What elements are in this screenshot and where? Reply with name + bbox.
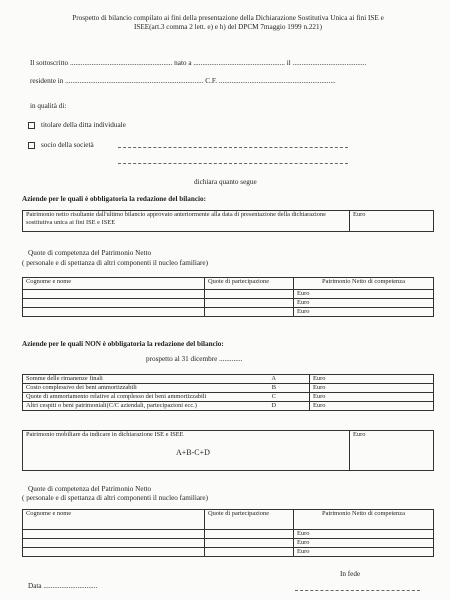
section2-quota-sub: ( personale e di spettanza di altri componenti il nucleo familiare) [22, 494, 209, 502]
patrimonio-mobiliare-euro[interactable]: Euro [350, 431, 434, 471]
patrimonio-netto-box [22, 210, 434, 232]
section1-quota-sub: ( personale e di spettanza di altri componenti il nucleo familiare) [22, 259, 209, 267]
title-line-1: Prospetto di bilancio compilato ai fini della presentazione della Dichiarazione Sostitutiva Unica ai fini ISE e [72, 14, 384, 22]
societa-line-1[interactable] [118, 147, 348, 148]
patrimonio-netto-euro[interactable]: Euro [350, 211, 434, 232]
patrimonio-mobiliare-box [22, 430, 434, 471]
row-label: Quote di ammortamento relative al complesso dei beni ammortizzabili C [23, 393, 310, 402]
header-cognome: Cognome e nome [23, 510, 205, 530]
patrimonio-mobiliare-cell [23, 431, 350, 471]
in-fede: In fede [340, 570, 361, 578]
cf-label: C.F. [205, 77, 218, 85]
prospetto-label: prospetto al 31 dicembre [146, 355, 218, 363]
residente-label: residente in [30, 77, 64, 85]
section1-quota-title: Quote di competenza del Patrimonio Netto [28, 249, 152, 257]
sottoscritto-label: Il sottoscritto [30, 59, 69, 67]
formula: A+B-C+D [176, 448, 210, 457]
section2-quota-title: Quote di competenza del Patrimonio Netto [28, 485, 152, 493]
prospetto-table [22, 374, 434, 411]
row-label: Altri cespiti o beni patrimoniali(C/C aziendali, partecipazioni ecc.) D [23, 402, 310, 411]
section1-heading: Aziende per le quali è obbligatoria la redazione del bilancio: [22, 195, 207, 203]
signature-line[interactable] [295, 590, 420, 591]
data-field[interactable]: .............................. [43, 582, 98, 590]
header-quote: Quote di partecipazione [205, 510, 294, 530]
residente-field[interactable]: ............................................................................. [65, 77, 204, 85]
header-cognome: Cognome e nome [23, 278, 205, 290]
table-row [23, 299, 434, 308]
prospetto-year-field[interactable]: ............. [219, 355, 243, 363]
checkbox-icon[interactable] [28, 142, 35, 149]
qualita-option-1[interactable] [28, 121, 126, 129]
societa-line-2[interactable] [118, 163, 348, 164]
nato-label: nato a [174, 59, 192, 67]
il-field[interactable]: ......................................... [292, 59, 367, 67]
row-label: Somme delle rimanenze finali A [23, 375, 310, 384]
patrimonio-mobiliare-label: Patrimonio mobiliare da indicare in dichiarazione ISE e ISEE [26, 431, 184, 438]
table-row [23, 530, 434, 539]
euro-cell[interactable]: Euro [294, 308, 434, 317]
table-row [23, 393, 434, 402]
cf-field[interactable]: ................................................................. [218, 77, 336, 85]
option-1-label: titolare della ditta individuale [41, 121, 126, 129]
residente-row [30, 77, 336, 85]
checkbox-icon[interactable] [28, 122, 35, 129]
qualita-heading: in qualità di: [30, 102, 67, 110]
dichiara-text: dichiara quanto segue [194, 178, 257, 186]
euro-cell[interactable]: Euro [294, 299, 434, 308]
table-row [23, 375, 434, 384]
row-label: Costo complessivo dei beni ammortizzabili B [23, 384, 310, 393]
section1-quote-table [22, 277, 434, 317]
euro-cell[interactable]: Euro [294, 530, 434, 539]
data-row [28, 582, 97, 590]
header-quote: Quote di partecipazione [205, 278, 294, 290]
header-patrimonio: Patrimonio Netto di competenza [294, 278, 434, 290]
option-2-label: socio della società [41, 141, 94, 149]
il-label: il [286, 59, 291, 67]
nato-field[interactable]: ................................................... [193, 59, 285, 67]
euro-cell[interactable]: Euro [294, 290, 434, 299]
euro-cell[interactable]: Euro [310, 384, 434, 393]
table-row [23, 539, 434, 548]
sottoscritto-field[interactable]: ......................................................... [69, 59, 173, 67]
data-label: Data [28, 582, 42, 590]
euro-cell[interactable]: Euro [294, 548, 434, 557]
table-row [23, 308, 434, 317]
document-title [28, 14, 428, 32]
qualita-option-2[interactable] [28, 141, 94, 149]
section2-heading: Aziende per le quali NON è obbligatoria la redazione del bilancio: [22, 340, 224, 348]
table-row [23, 384, 434, 393]
prospetto-row [146, 355, 242, 363]
patrimonio-netto-text: Patrimonio netto risultante dall'ultimo bilancio approvato anteriormente alla data di presentazione della dichiarazione sostitutiva unica ai fini ISE e ISEE [23, 211, 350, 232]
euro-cell[interactable]: Euro [310, 402, 434, 411]
table-row [23, 290, 434, 299]
title-line-2: ISEE(art.3 comma 2 lett. e) e h) del DPCM 7maggio 1999 n.221) [133, 23, 323, 31]
section2-quote-table [22, 509, 434, 557]
sottoscritto-row [30, 59, 366, 67]
table-row [23, 548, 434, 557]
euro-cell[interactable]: Euro [294, 539, 434, 548]
euro-cell[interactable]: Euro [310, 393, 434, 402]
euro-cell[interactable]: Euro [310, 375, 434, 384]
header-patrimonio: Patrimonio Netto di competenza [294, 510, 434, 530]
table-row [23, 402, 434, 411]
